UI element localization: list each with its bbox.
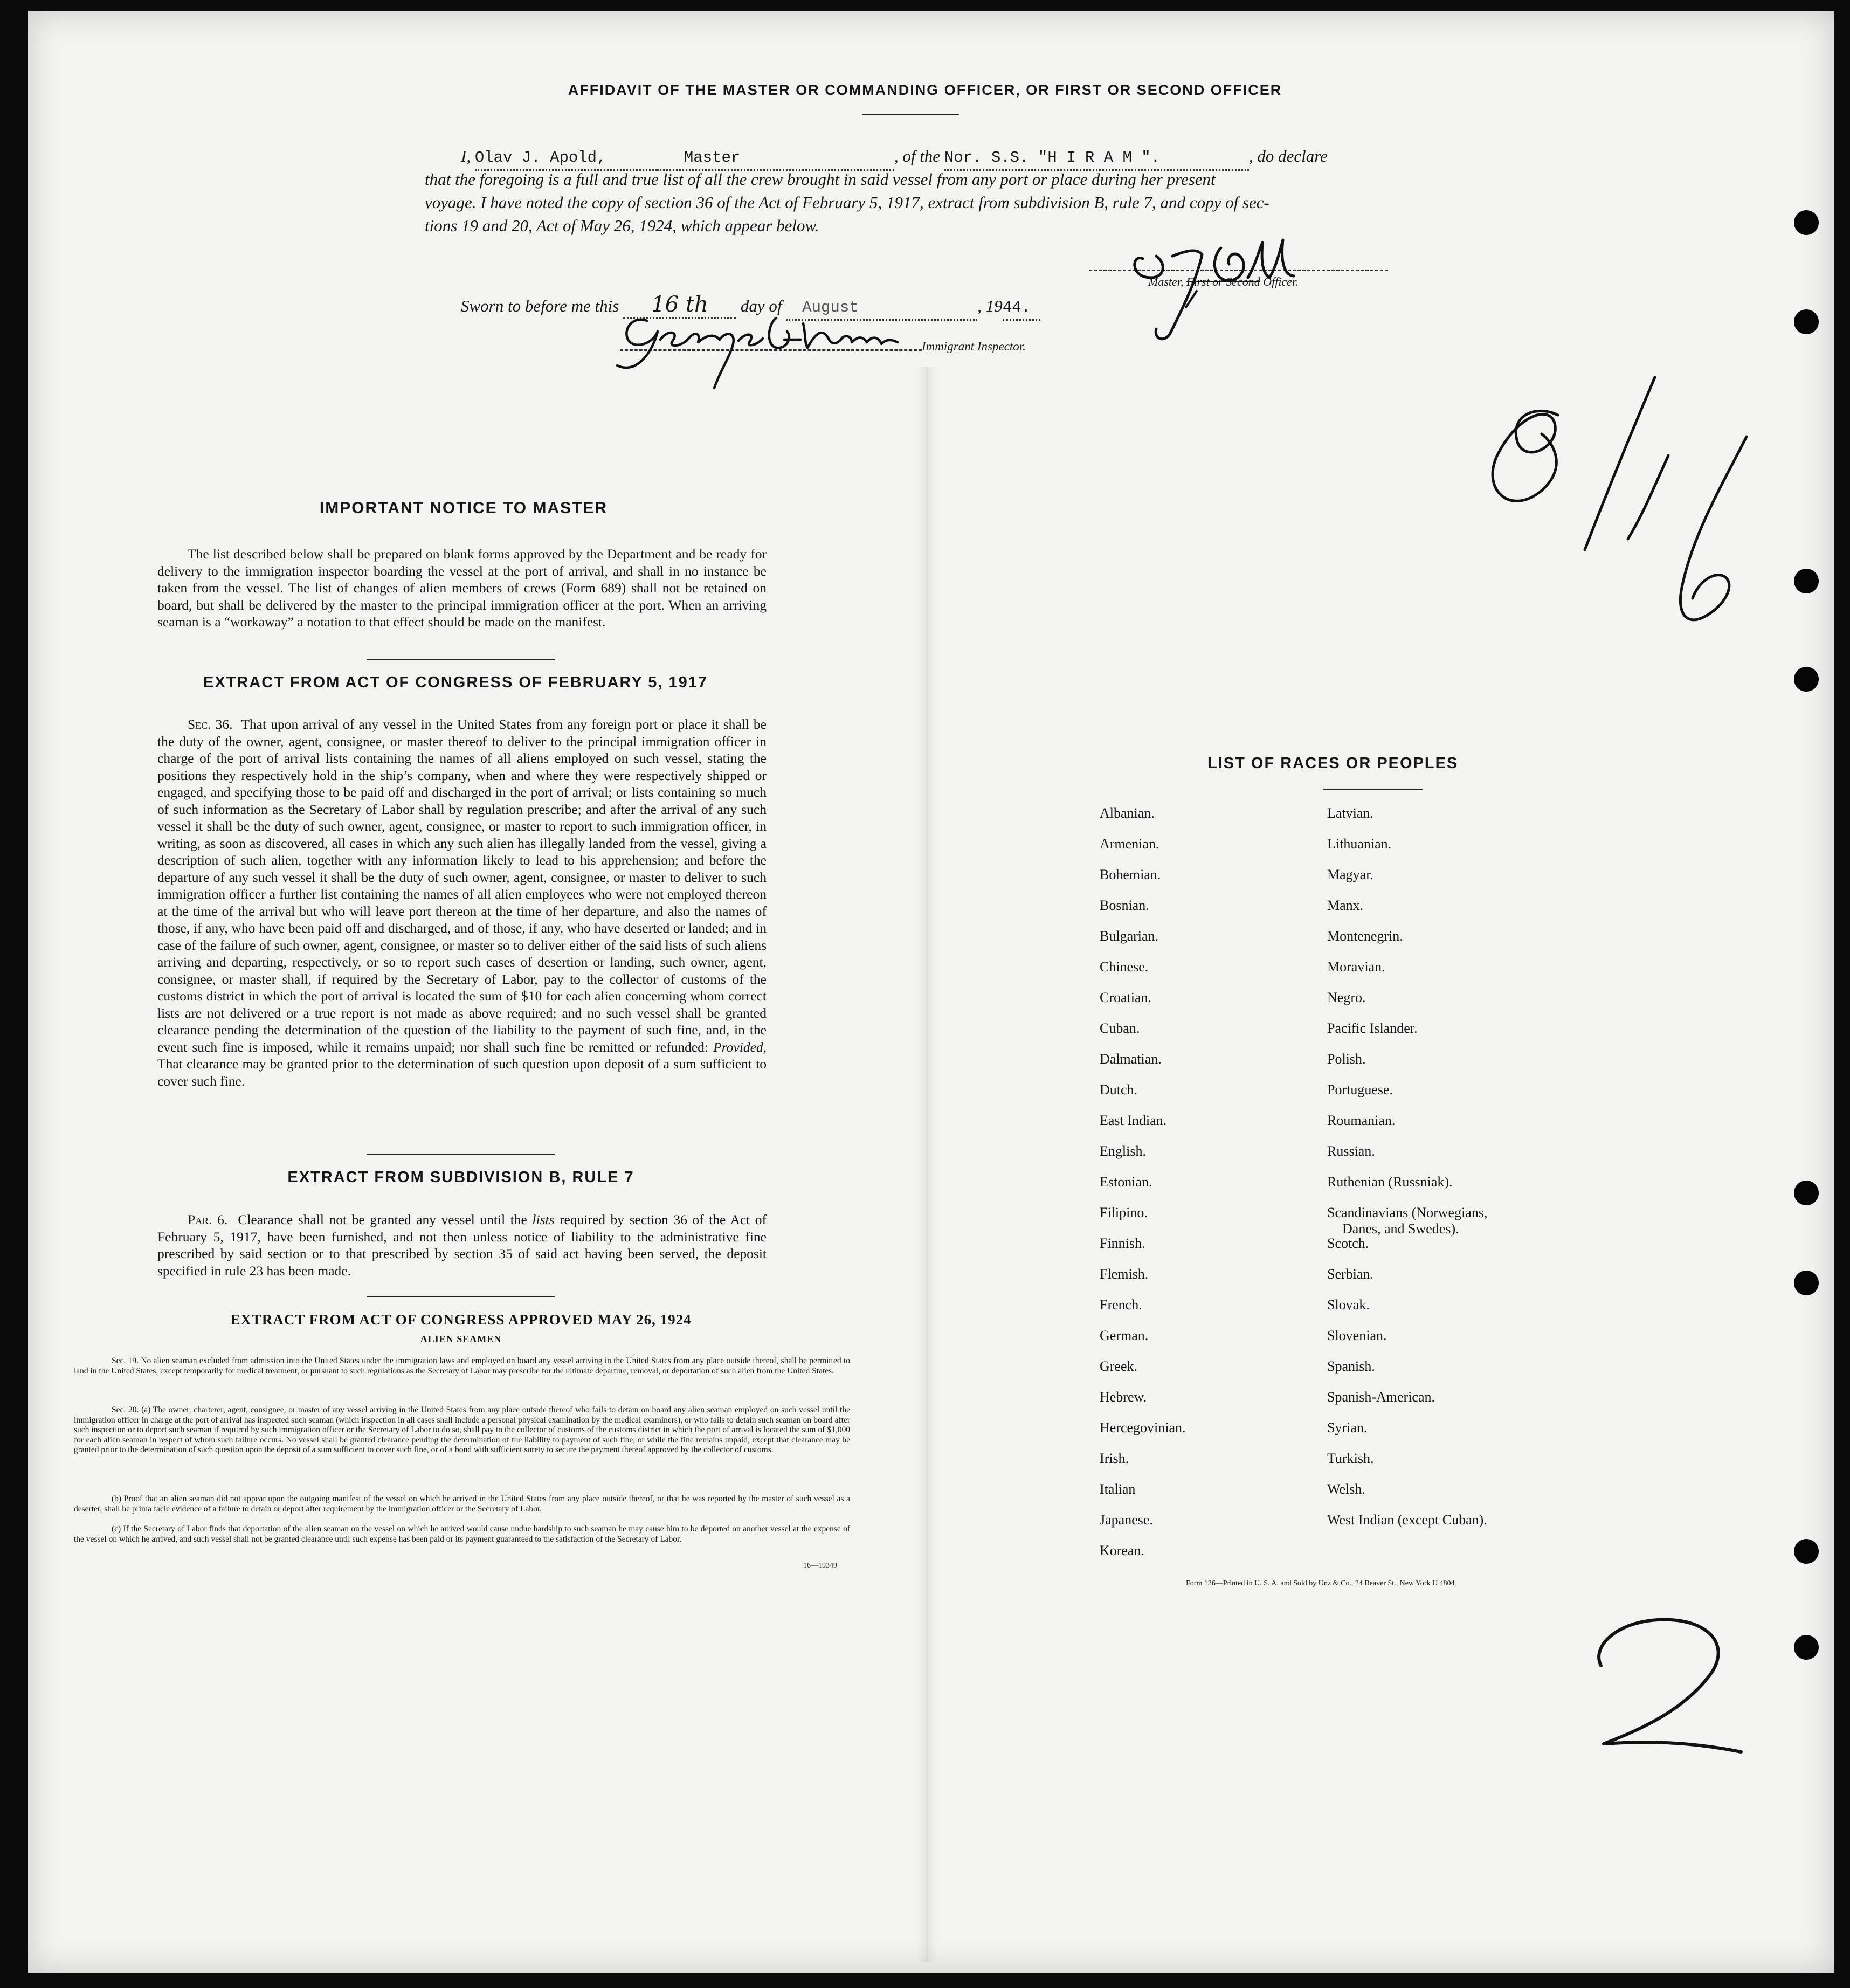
race-item: Dalmatian. (1100, 1051, 1162, 1067)
affidavit-title: AFFIDAVIT OF THE MASTER OR COMMANDING OFFICER, OR FIRST OR SECOND OFFICER (568, 82, 1282, 98)
day-of-label: day of (740, 296, 782, 315)
race-item: Turkish. (1327, 1451, 1374, 1466)
race-item: Korean. (1100, 1543, 1145, 1558)
handwritten-date-note (1477, 372, 1757, 674)
sec-20c-paragraph: (c) If the Secretary of Labor finds that deportation of the alien seaman on the vessel on which he arrived would cause undue hardship to such seaman he may cause him to be deported on another vessel at the expense of the vessel on which he arrived, and such vessel shall not be granted clearance until such expense has been paid or its payment guaranteed to the satisfaction of the Secretary of Labor. (74, 1524, 850, 1544)
binder-hole (1794, 569, 1819, 593)
race-item: Lithuanian. (1327, 836, 1392, 852)
declaration-line-4: tions 19 and 20, Act of May 26, 1924, which appear below. (425, 216, 819, 235)
binder-hole (1794, 667, 1819, 692)
race-item: Filipino. (1100, 1205, 1148, 1220)
race-item: Italian (1100, 1481, 1136, 1497)
race-item: Syrian. (1327, 1420, 1368, 1435)
handwritten-page-number (1579, 1596, 1757, 1768)
race-item: Hercegovinian. (1100, 1420, 1186, 1435)
races-right-column (1327, 805, 1597, 1571)
race-item: Negro. (1327, 990, 1366, 1005)
title-rule (862, 114, 959, 115)
race-item: Hebrew. (1100, 1389, 1147, 1405)
race-item: West Indian (except Cuban). (1327, 1512, 1487, 1528)
race-item: Portuguese. (1327, 1082, 1393, 1097)
race-item: Montenegrin. (1327, 928, 1403, 944)
race-item: German. (1100, 1328, 1149, 1343)
race-item: Armenian. (1100, 836, 1159, 852)
binder-hole (1794, 210, 1819, 235)
do-declare-label: , do declare (1248, 147, 1328, 165)
lists-word: lists (532, 1212, 555, 1227)
race-item: Bosnian. (1100, 898, 1149, 913)
race-item: Serbian. (1327, 1266, 1373, 1282)
race-item: Flemish. (1100, 1266, 1149, 1282)
sworn-month-field: August (802, 299, 859, 316)
extract-1924-title: EXTRACT FROM ACT OF CONGRESS APPROVED MAY 26, 1924 (230, 1311, 692, 1328)
race-item: Danes, and Swedes). (1342, 1221, 1459, 1237)
par-6-label: Par. 6. (188, 1212, 228, 1227)
race-item: Latvian. (1327, 805, 1373, 821)
sec-20b-paragraph: (b) Proof that an alien seaman did not appear upon the outgoing manifest of the vessel on which he arrived in the United States from any place outside thereof, or that he was reported by the master of such vessel as a deserter, shall be prima facie evidence of a failure to detain or deport after requirement by the immigration officer or the Secretary of Labor. (74, 1494, 850, 1514)
extract-1917-rule (367, 1154, 555, 1155)
sec-36-label: Sec. 36. (188, 716, 233, 732)
race-item: Moravian. (1327, 959, 1385, 975)
binder-hole (1794, 1181, 1819, 1205)
race-item: Japanese. (1100, 1512, 1153, 1528)
caption-struck: First or Second (1186, 275, 1260, 288)
inspector-caption: Immigrant Inspector. (922, 340, 1026, 353)
race-item: Ruthenian (Russniak). (1327, 1174, 1453, 1190)
notice-rule (367, 659, 555, 660)
binder-hole (1794, 1539, 1819, 1564)
declaration-line-1 (461, 144, 1420, 171)
race-item: English. (1100, 1143, 1146, 1159)
race-item: Scotch. (1327, 1235, 1369, 1251)
declaration-line-2: that the foregoing is a full and true list of all the crew brought in said vessel from any port or place during her present (425, 170, 1216, 189)
race-item: Dutch. (1100, 1082, 1138, 1097)
sworn-year-field: 44. (1002, 299, 1031, 316)
race-item: Slovenian. (1327, 1328, 1387, 1343)
binder-hole (1794, 309, 1819, 334)
race-item: Welsh. (1327, 1481, 1365, 1497)
race-item: Spanish-American. (1327, 1389, 1435, 1405)
race-item: Russian. (1327, 1143, 1375, 1159)
race-item: Scandinavians (Norwegians, (1327, 1205, 1488, 1220)
master-name-field: Olav J. Apold, (474, 149, 606, 167)
inspector-signature (615, 302, 916, 394)
race-item: Chinese. (1100, 959, 1149, 975)
race-item: Croatian. (1100, 990, 1152, 1005)
declaration-line-3: voyage. I have noted the copy of section 36 of the Act of February 5, 1917, extract from subdivision B, rule 7, and copy of sec- (425, 193, 1269, 212)
rank-field: Master (684, 149, 741, 167)
of-the-label: , of the (894, 147, 941, 165)
sworn-day-field: 16 th (651, 292, 708, 317)
page-fold-shadow (916, 367, 938, 1962)
race-item: Bulgarian. (1100, 928, 1159, 944)
races-title: LIST OF RACES OR PEOPLES (1207, 755, 1459, 772)
binder-hole (1794, 1635, 1819, 1660)
race-item: Manx. (1327, 898, 1364, 913)
caption-master: Master, (1148, 275, 1184, 288)
sec-19-paragraph: Sec. 19. No alien seaman excluded from admission into the United States under the immigration laws and employed on board any vessel arriving in the United States from any place outside thereof, shall be permitted to land in the United States, except temporarily for medical treatment, or pursuant to such regulations as the Secretary of Labor may prescribe for the ultimate departure, removal, or deportation of such alien from the United States. (74, 1356, 850, 1376)
alien-seamen-subtitle: ALIEN SEAMEN (420, 1334, 502, 1344)
caption-officer: Officer. (1263, 275, 1299, 288)
sworn-label: Sworn to before me this (461, 296, 619, 315)
races-title-rule (1323, 789, 1423, 790)
par-6-text-a: Clearance shall not be granted any vessel until the (238, 1212, 527, 1227)
footer-imprint: Form 136—Printed in U. S. A. and Sold by Unz & Co., 24 Beaver St., New York U 4804 (1186, 1579, 1455, 1587)
race-item: French. (1100, 1297, 1142, 1313)
race-item: Finnish. (1100, 1235, 1145, 1251)
race-item: Pacific Islander. (1327, 1020, 1418, 1036)
extract-1917-title: EXTRACT FROM ACT OF CONGRESS OF FEBRUARY 5, 1917 (203, 674, 708, 691)
race-item: Cuban. (1100, 1020, 1140, 1036)
race-item: Polish. (1327, 1051, 1366, 1067)
par-6-text-b: required by section 36 of the Act of February 5, 1917, have been furnished, and not then unless notice of liability to the administrative fine prescribed by said section or to that prescribed by section 35 of said act having been served, the deposit specified in rule 23 has been made. (157, 1212, 767, 1279)
race-item: Irish. (1100, 1451, 1129, 1466)
race-item: Spanish. (1327, 1358, 1375, 1374)
race-item: Greek. (1100, 1358, 1138, 1374)
rule-7-title: EXTRACT FROM SUBDIVISION B, RULE 7 (287, 1169, 634, 1186)
race-item: Magyar. (1327, 867, 1373, 882)
sec-36-paragraph (157, 716, 767, 1089)
form-code: 16—19349 (803, 1562, 837, 1570)
vessel-name-field: Nor. S.S. "H I R A M ". (944, 149, 1161, 167)
race-item: Bohemian. (1100, 867, 1161, 882)
race-item: Slovak. (1327, 1297, 1370, 1313)
sec-36-text: That upon arrival of any vessel in the United States from any foreign port or place it shall be the duty of the owner, agent, consignee, or master thereof to deliver to the principal immigration officer in charge of the port of arrival lists containing the names of all aliens employed on such vessel, stating the positions they respectively hold in the ship’s company, when and where they were respectively shipped or engaged, and specifying those to be paid off and discharged in the port of arrival; or lists containing so much of such information as the Secretary of Labor shall by regulation prescribe; and after the arrival of any such vessel it shall be the duty of such owner, agent, consignee, or master to report to such immigration officer, in writing, as soon as discovered, all cases in which any such alien has illegally landed from the vessel, giving a description of such alien, together with any information likely to lead to his apprehension; and before the departure of any such vessel it shall be the duty of such owner, agent, consignee, or master to deliver to such immigration officer a further list containing the names of all alien employees who were not employed thereon at the time of the arrival but who will leave port thereon at the time of her departure, and also the names of those, if any, who have been paid off and discharged, and of those, if any, who have deserted or landed; and in case of the failure of such owner, agent, consignee, or master so to deliver either of the said lists of such aliens arriving and departing, respectively, or so to report such cases of desertion or landing, such owner, agent, consignee, or master shall, if required by the Secretary of Labor, pay to the collector of customs of the customs district in which the port of arrival is located the sum of $10 for each alien concerning whom correct lists are not delivered or a true report is not made as above required; and no such vessel shall be granted clearance pending the determination of the question of the liability to the payment of such fine, and, in the event such fine is imposed, while it remains unpaid; nor shall such fine be remitted or refunded: (157, 716, 767, 1055)
race-item: East Indian. (1100, 1113, 1167, 1128)
race-item: Albanian. (1100, 805, 1155, 821)
sec-20a-paragraph: Sec. 20. (a) The owner, charterer, agent, consignee, or master of any vessel arriving in the United States from any place outside thereof who fails to detain on board any alien seaman employed on such vessel until the immigration officer in charge at the port of arrival has inspected such seaman (which inspection in all cases shall include a personal physical examination by the medical examiners), or who fails to detain such seaman on board after such inspection or to deport such seaman if required by such immigration officer or the Secretary of Labor to do so, shall pay to the collector of customs of the customs district in which the port of arrival is located the sum of $1,000 for each alien seaman in respect of whom such failure occurs. No vessel shall be granted clearance pending the determination of the liability to payment of such fine, or while the fine remains unpaid, except that clearance may be granted prior to the determination of such question upon the deposit of a sum sufficient to cover such fine, or of a bond with sufficient surety to secure the payment thereof approved by the collector of customs. (74, 1405, 850, 1455)
rule-7-rule (367, 1296, 555, 1297)
notice-title: IMPORTANT NOTICE TO MASTER (319, 499, 608, 517)
sec-36-text-end: That clearance may be granted prior to the determination of such question upon deposit of a sum sufficient to cover such fine. (157, 1056, 767, 1089)
master-signature (1121, 226, 1348, 345)
provided-word: Provided, (713, 1039, 767, 1055)
par-6-paragraph (157, 1211, 767, 1279)
year-prefix: , 19 (977, 296, 1003, 315)
binder-hole (1794, 1271, 1819, 1295)
race-item: Roumanian. (1327, 1113, 1396, 1128)
declaration-pronoun: I, (461, 147, 471, 165)
race-item: Estonian. (1100, 1174, 1152, 1190)
notice-paragraph: The list described below shall be prepared on blank forms approved by the Department and be ready for delivery to the immigration inspector boarding the vessel at the port of arrival, and shall in no instance be taken from the vessel. The list of changes of alien members of crews (Form 689) shall not be retained on board, but shall be delivered by the master to the principal immigration officer at the port. When an arriving seaman is a “workaway” a notation to that effect should be made on the manifest. (157, 546, 767, 630)
races-left-column (1100, 805, 1315, 1571)
